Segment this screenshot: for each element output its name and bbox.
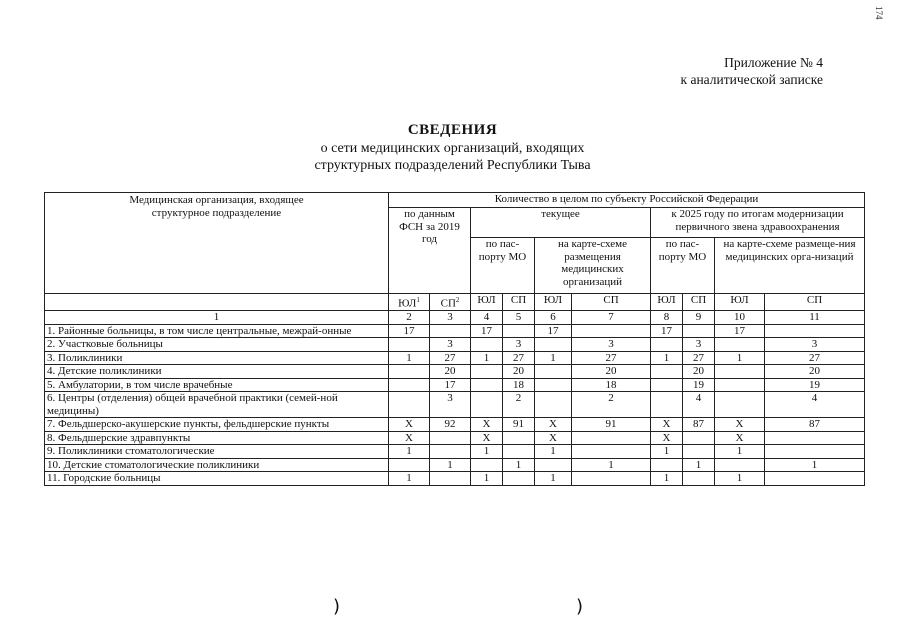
annex-line-1: Приложение № 4 xyxy=(724,55,823,70)
row-name: 9. Поликлиники стоматологические xyxy=(45,445,389,459)
row-value-cell: 3 xyxy=(430,338,471,352)
row-value-cell xyxy=(430,324,471,338)
current-passport-header: по пас-порту МО xyxy=(471,238,535,294)
row-value-cell: 87 xyxy=(765,418,865,432)
row-value-cell: 1 xyxy=(471,472,503,486)
row-value-cell: 17 xyxy=(651,324,683,338)
row-value-cell: 3 xyxy=(572,338,651,352)
table-row xyxy=(45,458,865,472)
row-value-cell: 1 xyxy=(535,351,572,365)
row-value-cell xyxy=(715,458,765,472)
row-value-cell xyxy=(715,365,765,379)
row-value-cell xyxy=(503,431,535,445)
row-value-cell xyxy=(535,338,572,352)
annex-reference xyxy=(681,54,823,88)
row-value-cell: 19 xyxy=(765,378,865,392)
row-value-cell: Х xyxy=(715,431,765,445)
row-value-cell: 1 xyxy=(651,472,683,486)
row-value-cell: 2 xyxy=(503,392,535,418)
row-value-cell: 1 xyxy=(715,445,765,459)
column-number: 3 xyxy=(430,311,471,325)
row-value-cell: 87 xyxy=(683,418,715,432)
target-map-header: на карте-схеме размеще-ния медицинских орга-низаций xyxy=(715,238,865,294)
row-value-cell: 17 xyxy=(471,324,503,338)
row-value-cell: 17 xyxy=(535,324,572,338)
row-name: 11. Городские больницы xyxy=(45,472,389,486)
row-value-cell xyxy=(471,365,503,379)
fsn-header: по данным ФСН за 2019 год xyxy=(389,208,471,294)
org-header: Медицинская организация, входящее структурное подразделение xyxy=(45,193,389,294)
row-value-cell: 3 xyxy=(765,338,865,352)
row-name: 7. Фельдшерско-акушерские пункты, фельдшерские пункты xyxy=(45,418,389,432)
row-value-cell xyxy=(471,458,503,472)
row-value-cell xyxy=(430,472,471,486)
row-value-cell: 1 xyxy=(715,472,765,486)
ul-header: $ЮЛ^1$ xyxy=(389,294,430,311)
row-value-cell: Х xyxy=(651,418,683,432)
row-value-cell xyxy=(651,392,683,418)
table-row xyxy=(45,378,865,392)
table-row xyxy=(45,472,865,486)
row-value-cell: 1 xyxy=(389,472,430,486)
row-value-cell: 20 xyxy=(765,365,865,379)
row-value-cell: 18 xyxy=(572,378,651,392)
subtitle-line-1: о сети медицинских организаций, входящих xyxy=(320,141,585,156)
row-value-cell xyxy=(683,324,715,338)
row-value-cell xyxy=(389,392,430,418)
row-name: 5. Амбулатории, в том числе врачебные xyxy=(45,378,389,392)
ul-header: ЮЛ xyxy=(535,294,572,311)
column-number: 6 xyxy=(535,311,572,325)
row-value-cell: 92 xyxy=(430,418,471,432)
row-value-cell: 91 xyxy=(572,418,651,432)
empty-header-cell xyxy=(45,294,389,311)
row-value-cell xyxy=(503,445,535,459)
row-value-cell xyxy=(389,458,430,472)
row-value-cell xyxy=(389,378,430,392)
row-value-cell: 1 xyxy=(430,458,471,472)
row-value-cell: 27 xyxy=(503,351,535,365)
row-name: 4. Детские поликлиники xyxy=(45,365,389,379)
row-value-cell xyxy=(683,431,715,445)
table-row xyxy=(45,351,865,365)
ul-header: ЮЛ xyxy=(651,294,683,311)
row-value-cell: 3 xyxy=(503,338,535,352)
row-value-cell xyxy=(651,378,683,392)
row-value-cell: 3 xyxy=(683,338,715,352)
row-value-cell: Х xyxy=(651,431,683,445)
row-value-cell: 91 xyxy=(503,418,535,432)
table-row xyxy=(45,324,865,338)
row-value-cell: 17 xyxy=(715,324,765,338)
row-value-cell xyxy=(651,365,683,379)
row-value-cell: 27 xyxy=(683,351,715,365)
row-value-cell: 2 xyxy=(572,392,651,418)
row-value-cell xyxy=(683,445,715,459)
row-value-cell xyxy=(503,324,535,338)
current-header: текущее xyxy=(471,208,651,238)
target-passport-header: по пас-порту МО xyxy=(651,238,715,294)
document-subtitle xyxy=(0,140,905,174)
row-value-cell: 1 xyxy=(471,351,503,365)
row-value-cell xyxy=(503,472,535,486)
row-value-cell: Х xyxy=(389,418,430,432)
row-value-cell: 1 xyxy=(389,445,430,459)
row-name: 8. Фельдшерские здравпункты xyxy=(45,431,389,445)
row-value-cell: 20 xyxy=(572,365,651,379)
row-name: 6. Центры (отделения) общей врачебной практики (семей-ной медицины) xyxy=(45,392,389,418)
row-value-cell xyxy=(572,445,651,459)
table-row xyxy=(45,418,865,432)
row-value-cell: 27 xyxy=(430,351,471,365)
sp-header: СП xyxy=(503,294,535,311)
row-value-cell xyxy=(683,472,715,486)
row-value-cell: 4 xyxy=(765,392,865,418)
table-row xyxy=(45,365,865,379)
row-value-cell xyxy=(572,472,651,486)
row-value-cell xyxy=(765,445,865,459)
sp-header: СП xyxy=(765,294,865,311)
row-value-cell xyxy=(471,338,503,352)
row-value-cell: 1 xyxy=(651,351,683,365)
column-number: 11 xyxy=(765,311,865,325)
table-row xyxy=(45,431,865,445)
total-header: Количество в целом по субъекту Российской Федерации xyxy=(389,193,865,208)
row-value-cell xyxy=(389,365,430,379)
row-value-cell xyxy=(471,378,503,392)
organizations-table xyxy=(44,192,865,486)
sp-header: СП xyxy=(572,294,651,311)
row-value-cell xyxy=(715,378,765,392)
row-value-cell xyxy=(765,324,865,338)
row-value-cell: Х xyxy=(535,431,572,445)
row-value-cell: 1 xyxy=(572,458,651,472)
row-value-cell: 1 xyxy=(389,351,430,365)
row-value-cell: Х xyxy=(471,418,503,432)
handwritten-mark-right: ) xyxy=(576,596,584,617)
row-value-cell xyxy=(651,458,683,472)
annex-line-2: к аналитической записке xyxy=(680,72,823,87)
row-value-cell xyxy=(535,458,572,472)
row-value-cell: 1 xyxy=(535,445,572,459)
column-number: 8 xyxy=(651,311,683,325)
sp-header: СП xyxy=(683,294,715,311)
column-number: 7 xyxy=(572,311,651,325)
ul-header: ЮЛ xyxy=(471,294,503,311)
row-value-cell xyxy=(430,445,471,459)
row-value-cell xyxy=(765,431,865,445)
table-row xyxy=(45,445,865,459)
sp-header: $СП^2$ xyxy=(430,294,471,311)
ul-header: ЮЛ xyxy=(715,294,765,311)
row-name: 2. Участковые больницы xyxy=(45,338,389,352)
row-value-cell xyxy=(430,431,471,445)
column-number: 4 xyxy=(471,311,503,325)
row-value-cell xyxy=(572,431,651,445)
column-number: 2 xyxy=(389,311,430,325)
column-number: 1 xyxy=(45,311,389,325)
row-value-cell xyxy=(535,378,572,392)
row-value-cell xyxy=(535,365,572,379)
row-value-cell: Х xyxy=(715,418,765,432)
row-value-cell: 1 xyxy=(651,445,683,459)
table-row xyxy=(45,392,865,418)
handwritten-mark-left: ) xyxy=(333,596,341,617)
target-header: к 2025 году по итогам модернизации первичного звена здравоохранения xyxy=(651,208,865,238)
row-value-cell: 4 xyxy=(683,392,715,418)
row-value-cell: 1 xyxy=(471,445,503,459)
row-value-cell: 17 xyxy=(389,324,430,338)
row-value-cell xyxy=(535,392,572,418)
row-value-cell: Х xyxy=(535,418,572,432)
column-number: 5 xyxy=(503,311,535,325)
row-value-cell: 20 xyxy=(503,365,535,379)
row-value-cell: Х xyxy=(471,431,503,445)
row-value-cell xyxy=(765,472,865,486)
row-name: 3. Поликлиники xyxy=(45,351,389,365)
row-value-cell: 3 xyxy=(430,392,471,418)
row-value-cell: 20 xyxy=(683,365,715,379)
current-map-header: на карте-схеме размещения медицинских организаций xyxy=(535,238,651,294)
row-value-cell: 19 xyxy=(683,378,715,392)
row-name: 1. Районные больницы, в том числе центральные, межрай-онные xyxy=(45,324,389,338)
subtitle-line-2: структурных подразделений Республики Тыва xyxy=(314,158,591,173)
row-name: 10. Детские стоматологические поликлиники xyxy=(45,458,389,472)
row-value-cell xyxy=(471,392,503,418)
row-value-cell xyxy=(651,338,683,352)
column-number: 10 xyxy=(715,311,765,325)
table-row xyxy=(45,338,865,352)
row-value-cell: 1 xyxy=(715,351,765,365)
row-value-cell: 1 xyxy=(683,458,715,472)
row-value-cell xyxy=(389,338,430,352)
row-value-cell: 1 xyxy=(535,472,572,486)
row-value-cell xyxy=(715,338,765,352)
row-value-cell: 20 xyxy=(430,365,471,379)
row-value-cell: Х xyxy=(389,431,430,445)
row-value-cell xyxy=(572,324,651,338)
row-value-cell: 17 xyxy=(430,378,471,392)
page-number-mark: 174 xyxy=(874,6,884,20)
column-number: 9 xyxy=(683,311,715,325)
row-value-cell xyxy=(715,392,765,418)
row-value-cell: 27 xyxy=(572,351,651,365)
row-value-cell: 1 xyxy=(765,458,865,472)
row-value-cell: 18 xyxy=(503,378,535,392)
document-title: СВЕДЕНИЯ xyxy=(407,122,498,138)
row-value-cell: 27 xyxy=(765,351,865,365)
row-value-cell: 1 xyxy=(503,458,535,472)
